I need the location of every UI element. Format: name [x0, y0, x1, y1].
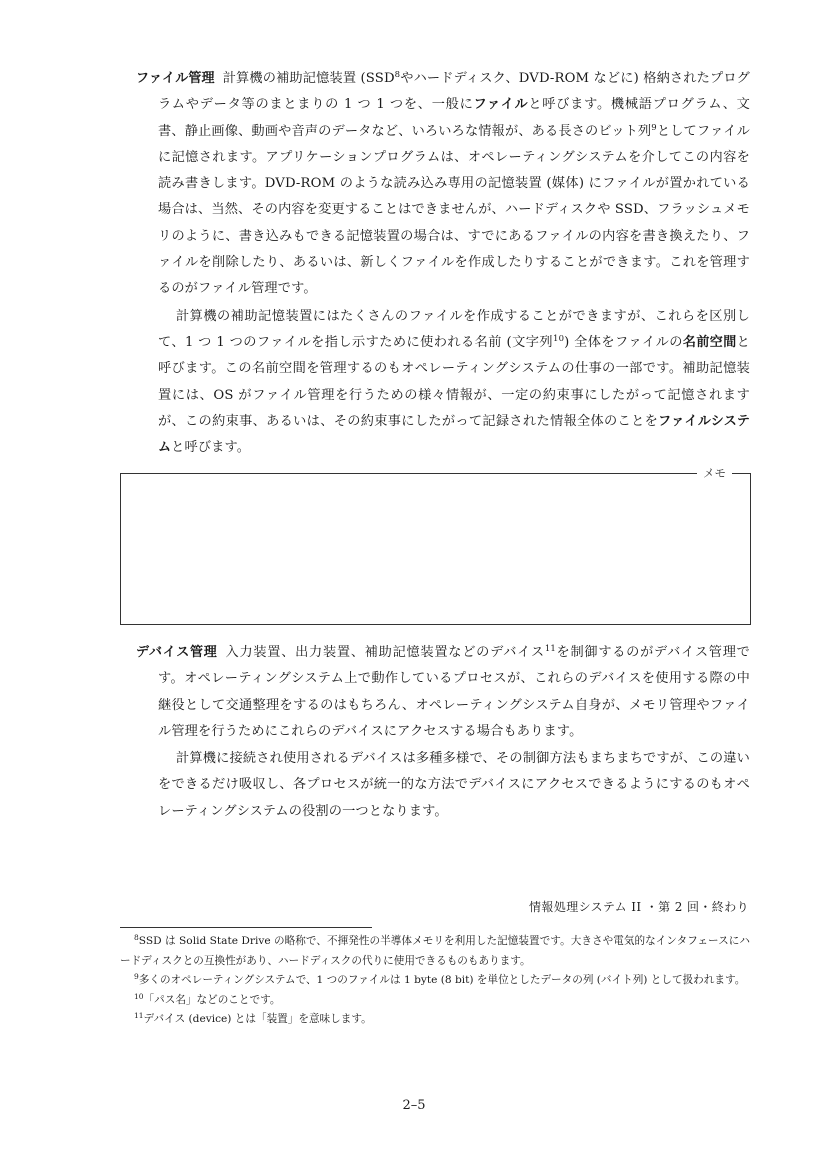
footnote-ref-10[interactable]: 10: [553, 333, 565, 344]
device-management-term: デバイス管理: [136, 645, 218, 660]
footnote-10: $^{10}$「パス名」などのことです。: [134, 991, 281, 1006]
footnote-11: $^{11}$デバイス (device) とは「装置」を意味します。: [134, 1011, 372, 1025]
file-management-paragraph-1: ファイル管理 計算機の補助記憶装置 (SSD$^8$やハードディスク、DVD-ROM などに) 格納されたプログラムやデータ等のまとまりの 1 つ 1 つを、一般にファイルと呼びます。機械語プログラム、文書、静止画像、動画や音声のデータなど、いろいろな情報が、ある長さのビット列$^9$としてファイルに記憶されます。アプリケーションプログラムは、オペレーティングシステムを介してこの内容を読み書きします。DVD-ROM のような読み込み専用の記憶装置 (媒体) にファイルが置かれている場合は、当然、その内容を変更することはできませんが、ハードディスクや SSD、フラッシュメモリのように、書き込みもできる記憶装置の場合は、すでにあるファイルの内容を書き換えたり、ファイルを削除したり、あるいは、新しくファイルを作成したりすることができます。これを管理するのがファイル管理です。: [136, 70, 751, 297]
memo-label: メモ: [697, 465, 732, 481]
file-management-paragraph-2: 計算機の補助記憶装置にはたくさんのファイルを作成することができますが、これらを区別して、1 つ 1 つのファイルを指し示すために使われる名前 (文字列$^{10}$) 全体をファイルの名前空間と呼びます。この名前空間を管理するのもオペレーティングシステムの仕事の一部です。補助記憶装置には、OS がファイル管理を行うための様々情報が、一定の約束事にしたがって記憶されますが、この約束事、あるいは、その約束事にしたがって記録された情報全体のことをファイルシステムと呼びます。: [158, 308, 750, 456]
device-management-paragraph-2: 計算機に接続され使用されるデバイスは多種多様で、その制御方法もまちまちですが、この違いをできるだけ吸収し、各プロセスが統一的な方法でデバイスにアクセスできるようにするのもオペレーティングシステムの役割の一つとなります。: [158, 751, 750, 819]
file-management-section: [136, 66, 750, 461]
term-namespace: 名前空間: [682, 334, 737, 350]
device-management-section: [136, 640, 750, 825]
memo-box[interactable]: [120, 466, 751, 625]
device-management-paragraph-1: デバイス管理 入力装置、出力装置、補助記憶装置などのデバイス$^{11}$を制御するのがデバイス管理です。オペレーティングシステム上で動作しているプロセスが、これらのデバイスを使用する際の中継役として交通整理をするのはもちろん、オペレーティングシステム自身が、メモリ管理やファイル管理を行うためにこれらのデバイスにアクセスする場合もあります。: [136, 644, 750, 739]
footnote-ref-9[interactable]: 9: [651, 122, 657, 133]
end-of-lecture-mark: 情報処理システム II ・第 2 回・終わり: [529, 900, 749, 914]
footnote-ref-11[interactable]: 11: [544, 644, 556, 654]
footnotes: [120, 932, 750, 1030]
footnote-ref-8[interactable]: 8: [394, 70, 401, 80]
file-management-term: ファイル管理: [136, 71, 215, 86]
footnote-8: $^8$SSD は Solid State Drive の略称で、不揮発性の半導体メモリを利用した記憶装置です。大きさや電気的なインタフェースにハードディスクとの互換性があり、ハードディスクの代りに使用できるものもあります。: [120, 933, 750, 967]
footnote-divider: [120, 927, 372, 928]
term-file: ファイル: [473, 97, 529, 113]
footnote-9: $^9$多くのオペレーティングシステムで、1 つのファイルは 1 byte (8 bit) を単位としたデータの列 (バイト列) として扱われます。: [134, 972, 746, 986]
term-filesystem: ファイルシステム: [158, 413, 750, 456]
page-number: 2–5: [402, 1098, 426, 1113]
